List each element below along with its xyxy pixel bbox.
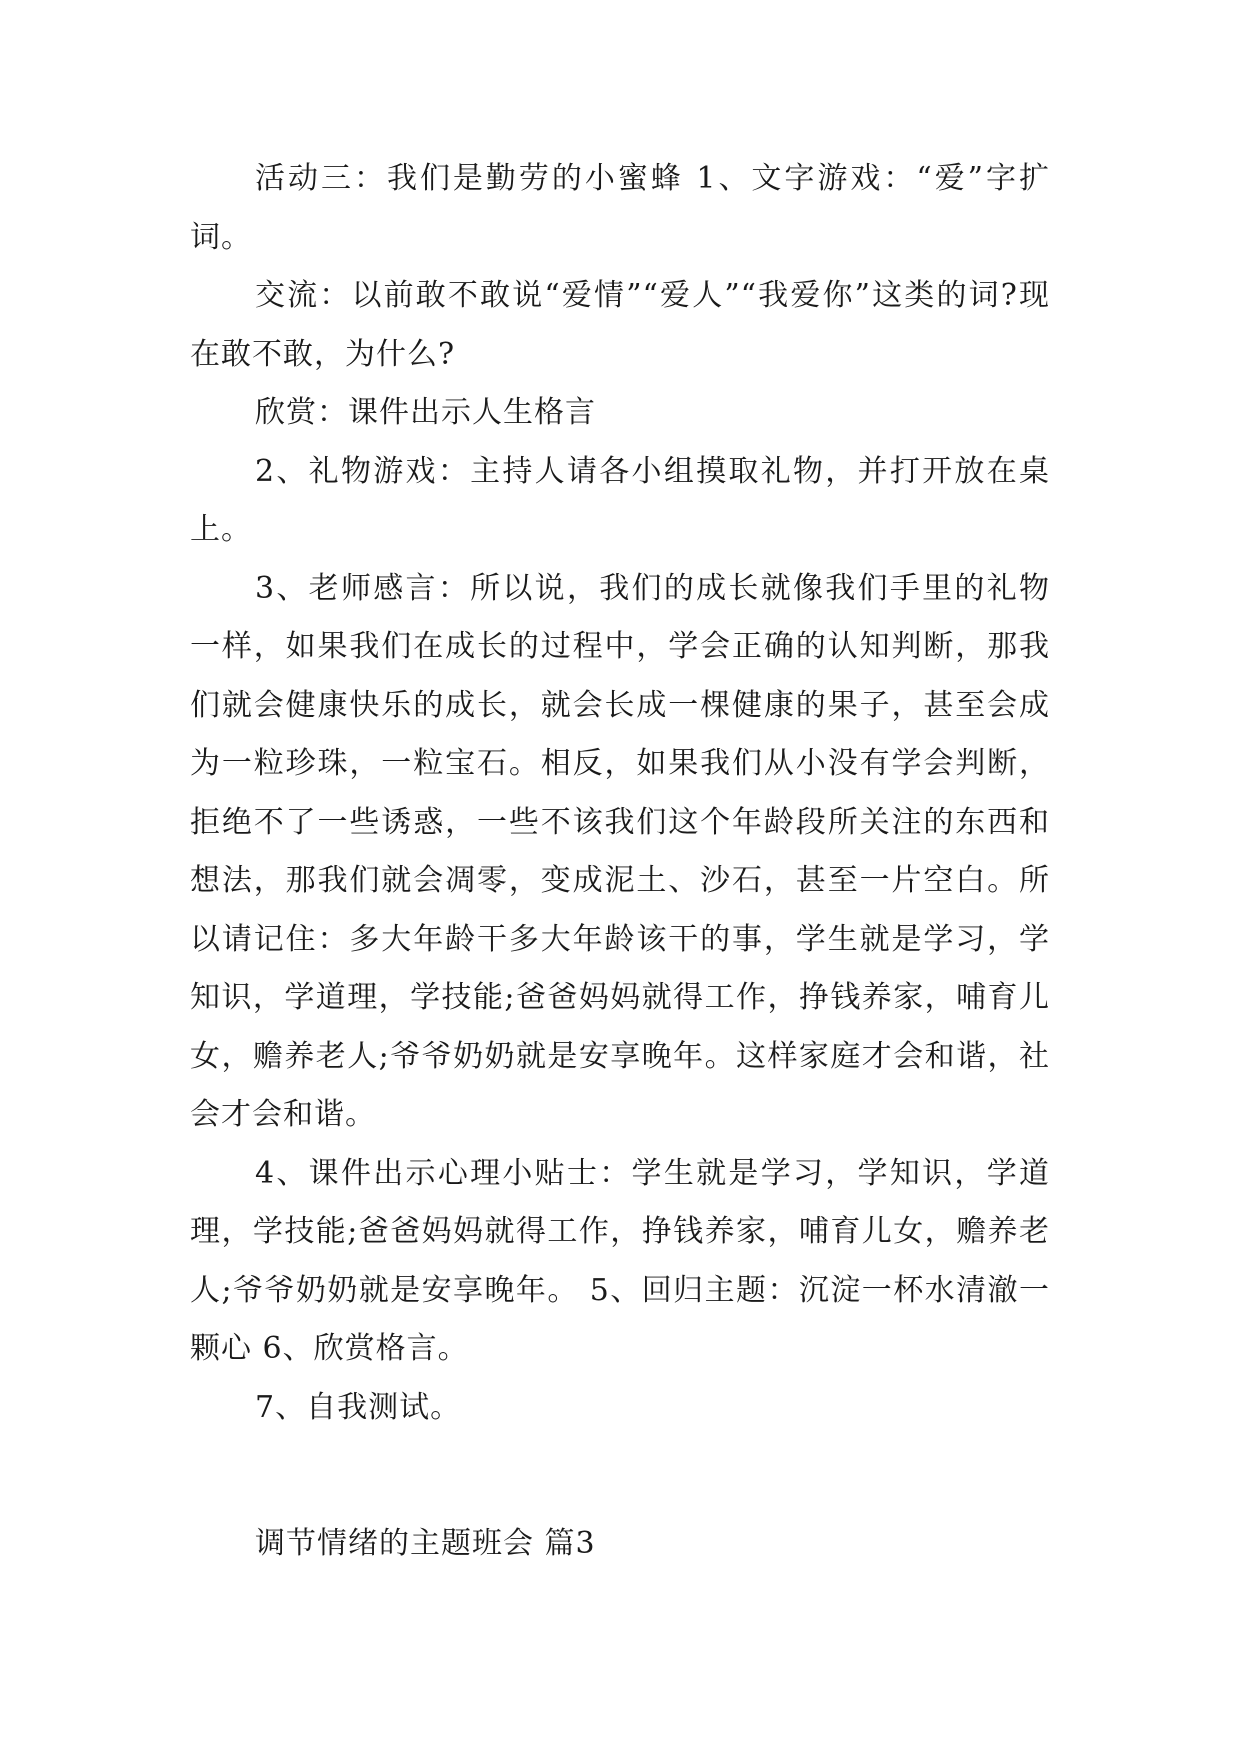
paragraph-teacher-remarks: 3、老师感言：所以说，我们的成长就像我们手里的礼物一样，如果我们在成长的过程中，学会正确的认知判断，那我们就会健康快乐的成长，就会长成一棵健康的果子，甚至会成为一粒珍珠，一粒宝石。相反，如果我们从小没有学会判断，拒绝不了一些诱惑，一些不该我们这个年龄段所关注的东西和想法，那我们就会凋零，变成泥土、沙石，甚至一片空白。所以请记住：多大年龄干多大年龄该干的事，学生就是学习，学知识，学道理，学技能;爸爸妈妈就得工作，挣钱养家，哺育儿女，赡养老人;爷爷奶奶就是安享晚年。这样家庭才会和谐，社会才会和谐。 [190,570,1050,1132]
document-body [190,150,1050,1574]
paragraph-appreciation: 欣赏：课件出示人生格言 [255,395,596,430]
paragraph-self-test: 7、自我测试。 [255,1389,462,1425]
paragraph-gift-game: 2、礼物游戏：主持人请各小组摸取礼物，并打开放在桌上。 [190,453,1050,547]
paragraph-psychology-tips: 4、课件出示心理小贴士：学生就是学习，学知识，学道理，学技能;爸爸妈妈就得工作，挣钱养家，哺育儿女，赡养老人;爷爷奶奶就是安享晚年。 5、回归主题：沉淀一杯水清澈一颗心 6、欣赏格言。 [190,1155,1050,1366]
paragraph-activity-three: 活动三：我们是勤劳的小蜜蜂 1、文字游戏：“爱”字扩词。 [190,161,1050,255]
paragraph-discussion: 交流：以前敢不敢说“爱情”“爱人”“我爱你”这类的词?现在敢不敢，为什么? [190,278,1050,372]
section-heading: 调节情绪的主题班会 篇3 [255,1526,596,1561]
